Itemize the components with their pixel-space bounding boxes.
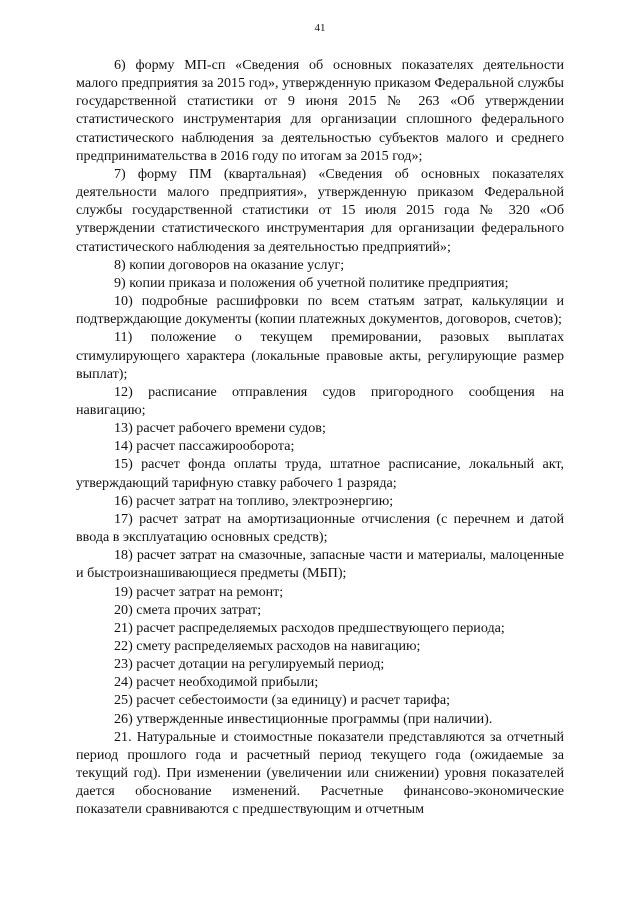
paragraph-item-19: 19) расчет затрат на ремонт;	[114, 583, 284, 600]
paragraph-item-22: 22) смету распределяемых расходов на навигацию;	[114, 638, 421, 654]
paragraph-item-12: 12) расписание отправления судов пригородного сообщения на навигацию;	[76, 383, 564, 418]
paragraph-item-10: 10) подробные расшифровки по всем статьям затрат, калькуляции и подтверждающие документы (копии платежных документов, договоров, счетов);	[76, 293, 564, 328]
paragraph-item-16: 16) расчет затрат на топливо, электроэнергию;	[114, 492, 394, 509]
paragraph-item-18: 18) расчет затрат на смазочные, запасные части и материалы, малоценные и быстроизнашивающиеся предметы (МБП);	[76, 547, 564, 582]
paragraph-item-8: 8) копии договоров на оказание услуг;	[114, 256, 345, 273]
page-number: 41	[314, 22, 326, 34]
paragraph-item-13: 13) расчет рабочего времени судов;	[114, 420, 326, 437]
paragraph-item-17: 17) расчет затрат на амортизационные отчисления (с перечнем и датой ввода в эксплуатацию основных средств);	[76, 510, 564, 546]
paragraph-item-6: 6) форму МП-сп «Сведения об основных показателях деятельности малого предприятия за 2015 год», утвержденную приказом Федеральной службы государственной статистики от 9 июня 2015 № 263 «Об утверждении статистического инструментария для организации сплошного федерального статистического наблюдения за деятельностью субъектов малого и среднего предпринимательства в 2016 году по итогам за 2015 год»;	[76, 57, 564, 164]
paragraph-section-21: 21. Натуральные и стоимостные показатели представляются за отчетный период прошлого года и расчетный период текущего года (ожидаемые за текущий год). При изменении (увеличении или снижении) уровня показателей дается обоснование изменений. Расчетные финансово-экономические показатели сравниваются с предшествующим и отчетным	[76, 728, 564, 818]
paragraph-item-24: 24) расчет необходимой прибыли;	[114, 674, 319, 691]
paragraph-item-7: 7) форму ПМ (квартальная) «Сведения об основных показателях деятельности малого предприятия», утвержденную приказом Федеральной службы государственной статистики от 15 июля 2015 года № 320 «Об утверждении статистического инструментария для организации федерального статистического наблюдения за деятельностью предприятий»;	[76, 165, 564, 255]
paragraph-item-20: 20) смета прочих затрат;	[114, 601, 262, 618]
paragraph-item-15: 15) расчет фонда оплаты труда, штатное расписание, локальный акт, утверждающий тарифную ставку рабочего 1 разряда;	[76, 456, 564, 491]
paragraph-item-25: 25) расчет себестоимости (за единицу) и расчет тарифа;	[114, 692, 451, 709]
paragraph-item-21: 21) расчет распределяемых расходов предшествующего периода;	[114, 619, 505, 636]
paragraph-item-11: 11) положение о текущем премировании, разовых выплатах стимулирующего характера (локальные правовые акты, регулирующие размер выплат);	[76, 329, 564, 382]
paragraph-item-14: 14) расчет пассажирооборота;	[114, 438, 295, 455]
paragraph-item-9: 9) копии приказа и положения об учетной политике предприятия;	[114, 274, 509, 291]
paragraph-item-26: 26) утвержденные инвестиционные программы (при наличии).	[114, 710, 493, 727]
paragraph-item-23: 23) расчет дотации на регулируемый период;	[114, 656, 385, 673]
document-body	[76, 56, 564, 819]
